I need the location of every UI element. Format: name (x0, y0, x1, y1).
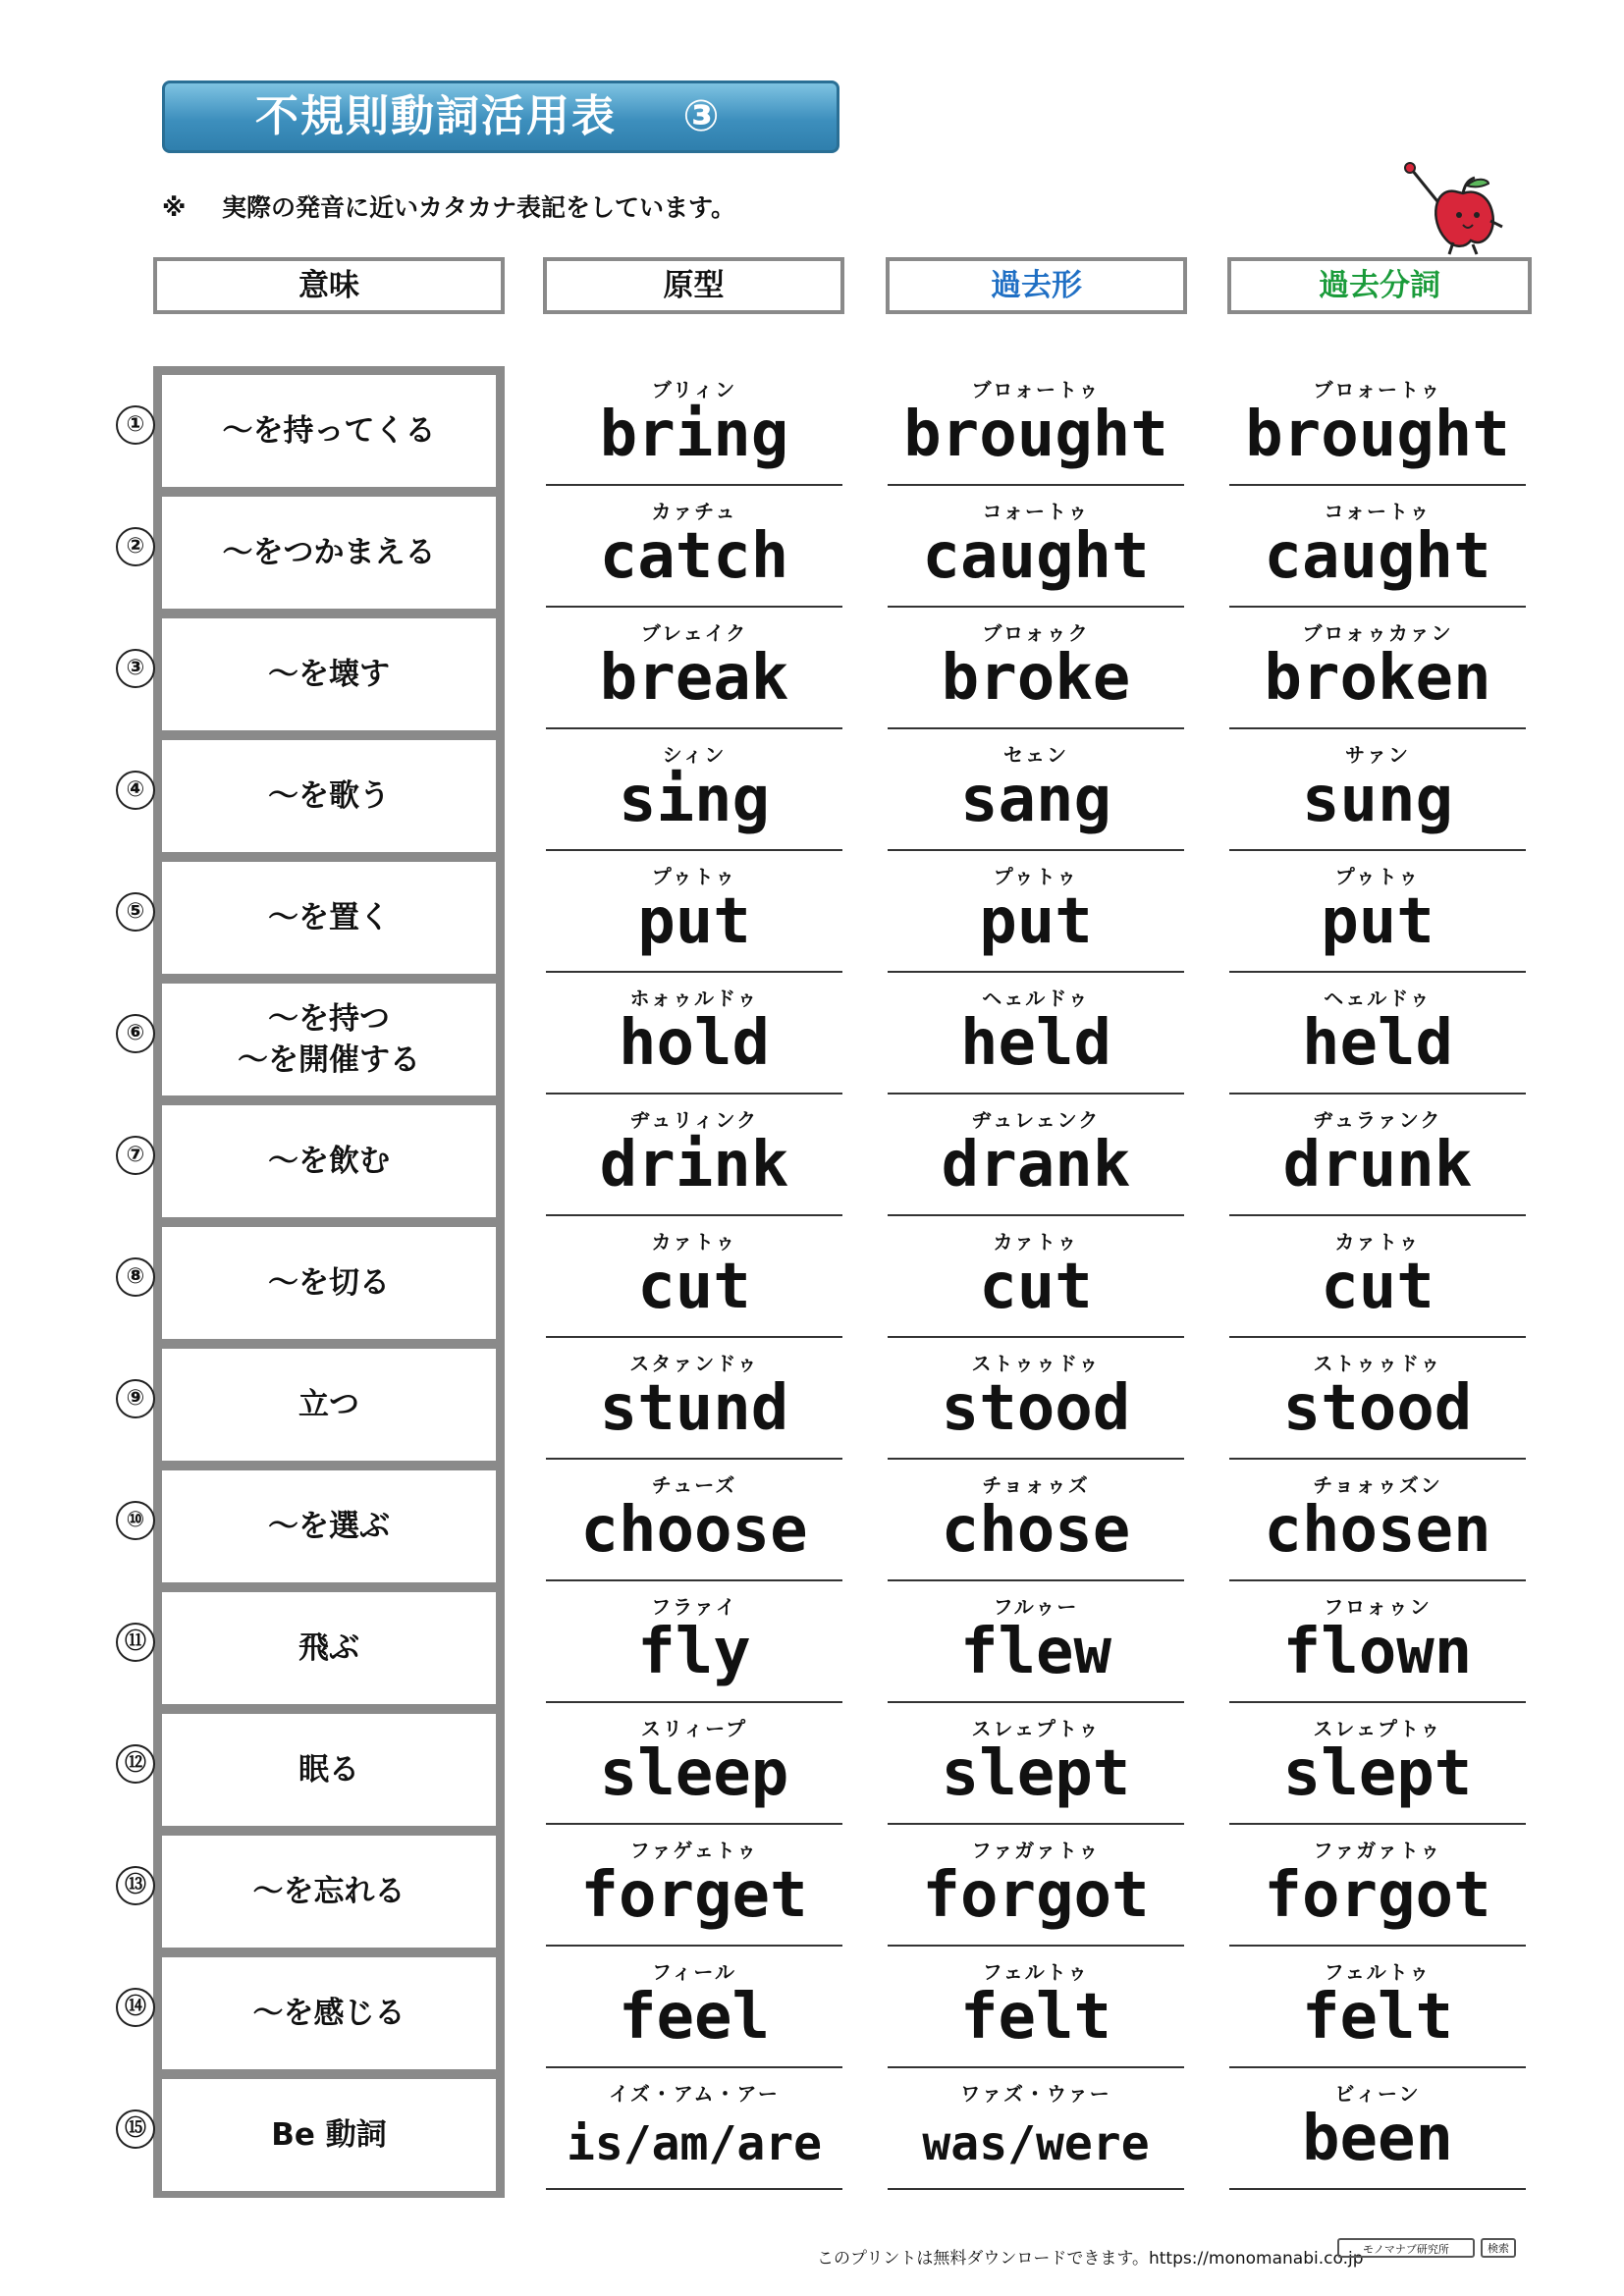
katakana-reading: カァチュ (651, 500, 737, 523)
verb-word: chose (941, 1494, 1131, 1567)
verb-word: hold (618, 1007, 771, 1080)
row-number: ④ (116, 771, 155, 810)
katakana-reading: ホォゥルドゥ (629, 987, 759, 1010)
pp-form-cell (1229, 1947, 1526, 2068)
verb-word: put (1321, 885, 1435, 958)
base-form-cell (546, 608, 842, 729)
verb-word: broken (1264, 642, 1491, 715)
base-form-cell (546, 729, 842, 851)
katakana-reading: ストゥゥドゥ (1313, 1352, 1442, 1375)
base-form-cell (546, 486, 842, 608)
base-form-cell (546, 364, 842, 486)
apple-mascot-icon (1394, 162, 1512, 260)
row-number: ⑫ (116, 1744, 155, 1784)
pp-form-cell (1229, 729, 1526, 851)
past-form-cell (888, 1947, 1184, 2068)
katakana-reading: ファガァトゥ (1313, 1839, 1442, 1862)
pp-form-cell (1229, 2068, 1526, 2190)
search-button[interactable]: 検索 (1481, 2238, 1516, 2258)
row-number: ⑮ (116, 2109, 155, 2149)
verb-word: stund (599, 1372, 789, 1445)
verb-word: flew (959, 1616, 1112, 1688)
katakana-reading: ブロォートゥ (971, 378, 1101, 401)
meaning-cell: ～を切る (162, 1227, 496, 1339)
verb-word: felt (959, 1981, 1112, 2054)
underline (888, 2188, 1184, 2190)
katakana-reading: カァトゥ (1334, 1230, 1421, 1254)
verb-word: was/were (922, 2116, 1150, 2171)
meaning-cell: ～を忘れる (162, 1836, 496, 1948)
verb-word: drunk (1282, 1129, 1473, 1201)
verb-word: catch (599, 520, 789, 593)
katakana-reading: コォートゥ (1324, 500, 1432, 523)
underline (546, 2188, 842, 2190)
verb-word: put (979, 885, 1093, 958)
row-number: ⑩ (116, 1501, 155, 1540)
title-text: 不規則動詞活用表 (255, 91, 617, 141)
verb-word: held (1301, 1007, 1454, 1080)
meaning-cell: ～を壊す (162, 618, 496, 730)
katakana-reading: フェルトゥ (1324, 1960, 1432, 1984)
base-form-cell (546, 1581, 842, 1703)
verb-word: flown (1282, 1616, 1473, 1688)
pp-form-cell (1229, 1338, 1526, 1460)
base-form-cell (546, 2068, 842, 2190)
past-form-cell (888, 364, 1184, 486)
base-form-cell (546, 1703, 842, 1825)
meaning-cell: 飛ぶ (162, 1592, 496, 1704)
verb-word: brought (903, 399, 1168, 471)
past-form-cell (888, 729, 1184, 851)
base-form-cell (546, 1460, 842, 1581)
katakana-reading: シィン (662, 743, 727, 767)
katakana-reading: スリィープ (640, 1717, 748, 1740)
row-number: ⑬ (116, 1866, 155, 1905)
katakana-reading: プゥトゥ (1334, 865, 1421, 888)
verb-word: cut (637, 1251, 751, 1323)
past-form-cell (888, 2068, 1184, 2190)
katakana-reading: プゥトゥ (993, 865, 1079, 888)
verb-word: sung (1301, 764, 1454, 836)
past-form-cell (888, 1338, 1184, 1460)
pp-form-cell (1229, 851, 1526, 973)
header-meaning: 意味 (153, 257, 505, 314)
header-base: 原型 (543, 257, 844, 314)
katakana-reading: ヘェルドゥ (982, 987, 1090, 1010)
katakana-reading: ブロォゥク (982, 621, 1090, 645)
underline (1229, 2188, 1526, 2190)
katakana-reading: カァトゥ (993, 1230, 1079, 1254)
past-form-cell (888, 1581, 1184, 1703)
meaning-cell: Be 動詞 (162, 2079, 496, 2191)
base-form-cell (546, 1947, 842, 2068)
row-number: ② (116, 527, 155, 566)
verb-word: break (599, 642, 789, 715)
past-form-cell (888, 486, 1184, 608)
verb-word: feel (618, 1981, 771, 2054)
pp-form-cell (1229, 486, 1526, 608)
katakana-reading: ビィーン (1334, 2082, 1421, 2106)
verb-word: chosen (1264, 1494, 1491, 1567)
katakana-reading: ブリィン (651, 378, 737, 401)
row-number: ⑤ (116, 892, 155, 932)
meaning-cell: ～を持つ ～を開催する (162, 984, 496, 1095)
katakana-reading: ブロォートゥ (1313, 378, 1442, 401)
katakana-reading: チョォゥズ (982, 1473, 1090, 1497)
katakana-reading: チョォゥズン (1313, 1473, 1442, 1497)
katakana-reading: スレェプトゥ (1313, 1717, 1442, 1740)
katakana-reading: コォートゥ (982, 500, 1090, 523)
katakana-reading: チューズ (651, 1473, 737, 1497)
past-form-cell (888, 1703, 1184, 1825)
verb-word: put (637, 885, 751, 958)
katakana-reading: イズ・アム・アー (609, 2082, 780, 2106)
base-form-cell (546, 1095, 842, 1216)
pp-form-cell (1229, 364, 1526, 486)
katakana-reading: ヂュレェンク (971, 1108, 1101, 1132)
header-past-participle: 過去分詞 (1227, 257, 1532, 314)
katakana-reading: スタァンドゥ (629, 1352, 759, 1375)
verb-word: caught (922, 520, 1150, 593)
base-form-cell (546, 973, 842, 1095)
katakana-reading: ブレェイク (640, 621, 748, 645)
past-form-cell (888, 1095, 1184, 1216)
header-past: 過去形 (886, 257, 1187, 314)
verb-word: been (1301, 2103, 1454, 2175)
verb-word: is/am/are (566, 2116, 823, 2171)
pp-form-cell (1229, 973, 1526, 1095)
base-form-cell (546, 1825, 842, 1947)
row-number: ⑨ (116, 1379, 155, 1418)
row-number: ⑥ (116, 1014, 155, 1053)
past-form-cell (888, 851, 1184, 973)
katakana-reading: ファガァトゥ (971, 1839, 1101, 1862)
base-form-cell (546, 1216, 842, 1338)
katakana-reading: ストゥゥドゥ (971, 1352, 1101, 1375)
note-mark: ※ (162, 193, 187, 222)
katakana-reading: スレェプトゥ (971, 1717, 1101, 1740)
katakana-reading: ファゲェトゥ (629, 1839, 759, 1862)
pp-form-cell (1229, 1825, 1526, 1947)
row-number: ⑦ (116, 1136, 155, 1175)
meaning-cell: ～を歌う (162, 740, 496, 852)
verb-word: sleep (599, 1737, 789, 1810)
past-form-cell (888, 973, 1184, 1095)
verb-word: caught (1264, 520, 1491, 593)
verb-word: cut (979, 1251, 1093, 1323)
row-number: ③ (116, 649, 155, 688)
verb-word: choose (580, 1494, 808, 1567)
verb-word: sing (618, 764, 771, 836)
katakana-reading: プゥトゥ (651, 865, 737, 888)
footer-text: このプリントは無料ダウンロードできます。https://monomanabi.co.jp (817, 2249, 1364, 2269)
katakana-reading: ヂュリィンク (629, 1108, 759, 1132)
past-form-cell (888, 1825, 1184, 1947)
note-text: 実際の発音に近いカタカナ表記をしています。 (222, 193, 736, 222)
verb-word: forgot (922, 1859, 1150, 1932)
verb-word: stood (941, 1372, 1131, 1445)
base-form-cell (546, 1338, 842, 1460)
meaning-cell: ～を持ってくる (162, 375, 496, 487)
verb-word: drank (941, 1129, 1131, 1201)
meaning-cell: ～を感じる (162, 1957, 496, 2069)
verb-word: slept (941, 1737, 1131, 1810)
row-number: ⑭ (116, 1988, 155, 2027)
row-number: ⑪ (116, 1623, 155, 1662)
katakana-reading: ブロォゥカァン (1302, 621, 1453, 645)
meaning-cell: ～をつかまえる (162, 497, 496, 609)
katakana-reading: セェン (1003, 743, 1068, 767)
title-number: ③ (682, 91, 722, 141)
katakana-reading: ヘェルドゥ (1324, 987, 1432, 1010)
past-form-cell (888, 1460, 1184, 1581)
verb-word: bring (599, 399, 789, 471)
verb-word: broke (941, 642, 1131, 715)
verb-word: stood (1282, 1372, 1473, 1445)
verb-word: forget (580, 1859, 808, 1932)
katakana-reading: カァトゥ (651, 1230, 737, 1254)
katakana-reading: フェルトゥ (982, 1960, 1090, 1984)
row-number: ① (116, 405, 155, 445)
katakana-reading: ワァズ・ウァー (960, 2082, 1111, 2106)
pronunciation-note (162, 188, 735, 224)
page-title (162, 80, 839, 153)
meaning-cell: ～を選ぶ (162, 1470, 496, 1582)
verb-word: brought (1245, 399, 1510, 471)
katakana-reading: フィール (652, 1960, 736, 1984)
base-form-cell (546, 851, 842, 973)
pp-form-cell (1229, 1216, 1526, 1338)
katakana-reading: フラァイ (651, 1595, 737, 1619)
verb-word: slept (1282, 1737, 1473, 1810)
pp-form-cell (1229, 1095, 1526, 1216)
meaning-cell: 立つ (162, 1349, 496, 1461)
meaning-cell: ～を飲む (162, 1105, 496, 1217)
verb-word: drink (599, 1129, 789, 1201)
verb-word: felt (1301, 1981, 1454, 2054)
footer-logo: モノマナブ研究所 (1337, 2238, 1475, 2258)
katakana-reading: ヂュラァンク (1313, 1108, 1442, 1132)
pp-form-cell (1229, 1703, 1526, 1825)
verb-word: forgot (1264, 1859, 1491, 1932)
pp-form-cell (1229, 1460, 1526, 1581)
row-number: ⑧ (116, 1257, 155, 1297)
past-form-cell (888, 608, 1184, 729)
pp-form-cell (1229, 1581, 1526, 1703)
meaning-cell: ～を置く (162, 862, 496, 974)
verb-word: held (959, 1007, 1112, 1080)
verb-word: sang (959, 764, 1112, 836)
katakana-reading: サァン (1345, 743, 1410, 767)
katakana-reading: フロォゥン (1324, 1595, 1432, 1619)
pp-form-cell (1229, 608, 1526, 729)
verb-word: fly (637, 1616, 751, 1688)
katakana-reading: フルゥー (993, 1595, 1079, 1619)
verb-word: cut (1321, 1251, 1435, 1323)
meaning-cell: 眠る (162, 1714, 496, 1826)
past-form-cell (888, 1216, 1184, 1338)
